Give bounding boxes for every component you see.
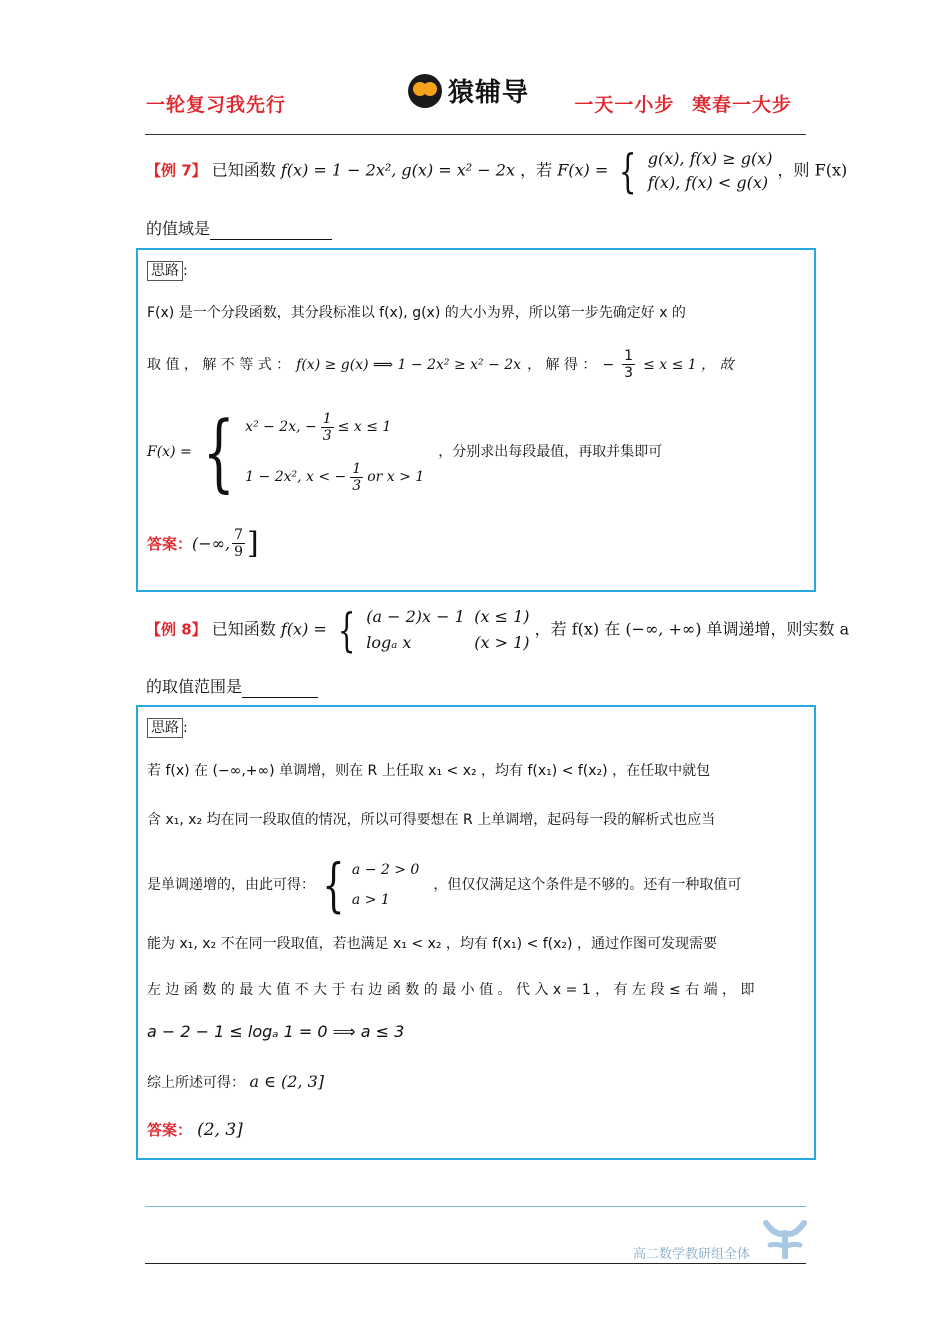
example-7-text3: ，则 F(x) <box>777 160 848 180</box>
solution-p2 <box>147 348 734 381</box>
header-slogan-left: 一轮复习我先行 <box>146 94 287 116</box>
example-7-case-2: f(x), f(x) < g(x) <box>647 173 769 192</box>
solution-p5: 左 边 函 数 的 最 大 值 不 大 于 右 边 函 数 的 最 小 值 。 代 入 x = 1 ， 有 左 段 ≤ 右 端 ， 即 <box>147 982 755 998</box>
example-7-solution-box <box>136 248 816 592</box>
solution-p7 <box>147 1071 324 1094</box>
solution-p1: F(x) 是一个分段函数，其分段标准以 f(x), g(x) 的大小为界，所以第一步先确定好 x 的 <box>147 305 686 321</box>
example-7-text: 已知函数 <box>211 160 276 180</box>
p2-text: 取 值 ， 解 不 等 式 ： <box>147 356 291 373</box>
example-7-functions: f(x) = 1 − 2x², g(x) = x² − 2x <box>280 160 515 180</box>
header-divider <box>145 134 806 135</box>
frac-den: 3 <box>624 365 634 381</box>
answer-label: 答案： <box>147 535 193 553</box>
example-7-cases <box>648 147 773 195</box>
fraction-one-third <box>350 461 363 494</box>
p2-solved: ， 解 得 ： <box>527 356 597 373</box>
solution-p2: 含 x₁, x₂ 均在同一段取值的情况，所以可得要想在 R 上单调增，起码每一段的解析式也应当 <box>147 812 716 828</box>
monkey-logo-icon <box>408 74 442 108</box>
p2-range: ≤ x ≤ 1 ， 故 <box>643 356 734 373</box>
frac-den: 3 <box>322 427 332 444</box>
system-2: a > 1 <box>351 892 390 908</box>
solution-tag: 思路 <box>147 718 183 738</box>
case-2-cond: (x > 1) <box>474 633 530 652</box>
example-8-range-prompt: 的取值范围是 <box>146 677 243 696</box>
case-2-expr: logₐ x <box>366 633 412 652</box>
example-7-question <box>146 144 848 198</box>
p3-text-b: ，但仅仅满足这个条件是不够的。还有一种取值可 <box>433 877 742 893</box>
frac-num: 1 <box>624 348 634 364</box>
p3-text: 是单调递增的，由此可得： <box>147 877 315 893</box>
piece-2 <box>245 452 424 502</box>
solution-p3 <box>147 851 742 919</box>
colon: : <box>183 720 188 736</box>
big-left-brace: { <box>202 403 235 501</box>
example-8-text: 已知函数 <box>211 619 276 639</box>
example-8-text2: ，若 f(x) 在 (−∞, +∞) 单调递增，则实数 a <box>534 619 850 639</box>
answer-left: (−∞, <box>192 534 231 553</box>
example-8-cases <box>366 604 529 656</box>
answer-label: 答案： <box>147 1121 193 1139</box>
piece-2-a: 1 − 2x², x < − <box>245 469 347 485</box>
example-8-answer <box>147 1119 243 1140</box>
solution-label <box>147 260 188 282</box>
footer-divider-top <box>145 1206 806 1207</box>
system-1: a − 2 > 0 <box>351 862 420 878</box>
footer-text: 高二数学教研组全体 <box>632 1247 750 1262</box>
example-7-question-line2 <box>146 218 332 240</box>
solution-label <box>147 717 188 739</box>
example-7-answer <box>147 526 259 561</box>
example-8-tag: 【例 8】 <box>146 620 207 639</box>
system <box>352 855 419 915</box>
frac-num: 7 <box>234 527 243 543</box>
minus-sign: − <box>602 356 615 373</box>
brand-name: 猿辅导 <box>448 78 530 108</box>
footer-tree-icon <box>760 1215 810 1263</box>
left-brace: { <box>322 851 345 919</box>
frac-num: 1 <box>322 410 332 427</box>
piece-1-b: ≤ x ≤ 1 <box>337 419 392 435</box>
p7-text: 综上所述可得： <box>147 1075 245 1091</box>
example-8-question <box>146 604 849 656</box>
answer-right: ] <box>247 526 259 561</box>
piece-1-a: x² − 2x, − <box>245 419 317 435</box>
piecewise-cases <box>245 402 424 502</box>
answer-value: (2, 3] <box>197 1120 243 1140</box>
example-8-f-lhs: f(x) = <box>280 619 327 639</box>
solution-p6: a − 2 − 1 ≤ logₐ 1 = 0 ⟹ a ≤ 3 <box>147 1022 405 1041</box>
example-8-solution-box <box>136 705 816 1160</box>
case-1-expr: (a − 2)x − 1 <box>366 607 465 626</box>
case-1-cond: (x ≤ 1) <box>474 607 530 626</box>
footer-divider-bottom <box>145 1263 806 1264</box>
piecewise-F <box>147 402 662 502</box>
solution-p1: 若 f(x) 在 (−∞,+∞) 单调增，则在 R 上任取 x₁ < x₂ ，均有 f(x₁) < f(x₂) ，在任取中就包 <box>147 763 711 779</box>
fraction-one-third <box>321 411 334 444</box>
brand-logo <box>408 72 529 109</box>
piece-1 <box>245 402 424 452</box>
example-7-range-prompt: 的值域是 <box>146 219 211 238</box>
example-8-question-line2 <box>146 676 318 698</box>
example-7-tag: 【例 7】 <box>146 161 207 180</box>
fraction-seven-ninths <box>232 527 245 560</box>
p2-inequality: f(x) ≥ g(x) ⟹ 1 − 2x² ≥ x² − 2x <box>296 356 522 373</box>
p7-result: a ∈ (2, 3] <box>249 1072 325 1091</box>
header-slogan-right: 一天一小步 寒春一大步 <box>574 94 792 116</box>
solution-p4: 能为 x₁, x₂ 不在同一段取值，若也满足 x₁ < x₂ ，均有 f(x₁) < f(x₂) ，通过作图可发现需要 <box>147 936 717 952</box>
example-8-case-2 <box>366 630 529 656</box>
left-brace: { <box>337 603 356 657</box>
solution-tag: 思路 <box>147 261 183 281</box>
colon: : <box>183 263 188 279</box>
example-8-case-1 <box>366 604 529 630</box>
frac-den: 9 <box>234 544 243 560</box>
example-7-F-lhs: F(x) = <box>557 160 609 180</box>
example-7-case-1: g(x), f(x) ≥ g(x) <box>647 149 773 168</box>
frac-den: 3 <box>352 477 362 494</box>
example-7-text2: ，若 <box>520 160 553 180</box>
left-brace: { <box>619 144 637 198</box>
fraction-one-third <box>622 348 635 381</box>
piece-2-b: or x > 1 <box>367 469 425 485</box>
frac-num: 1 <box>352 460 362 477</box>
answer-blank <box>242 679 318 698</box>
answer-blank <box>210 221 332 240</box>
p3-text: ，分别求出每段最值，再取并集即可 <box>438 444 663 460</box>
F-lhs: F(x) = <box>147 444 192 460</box>
